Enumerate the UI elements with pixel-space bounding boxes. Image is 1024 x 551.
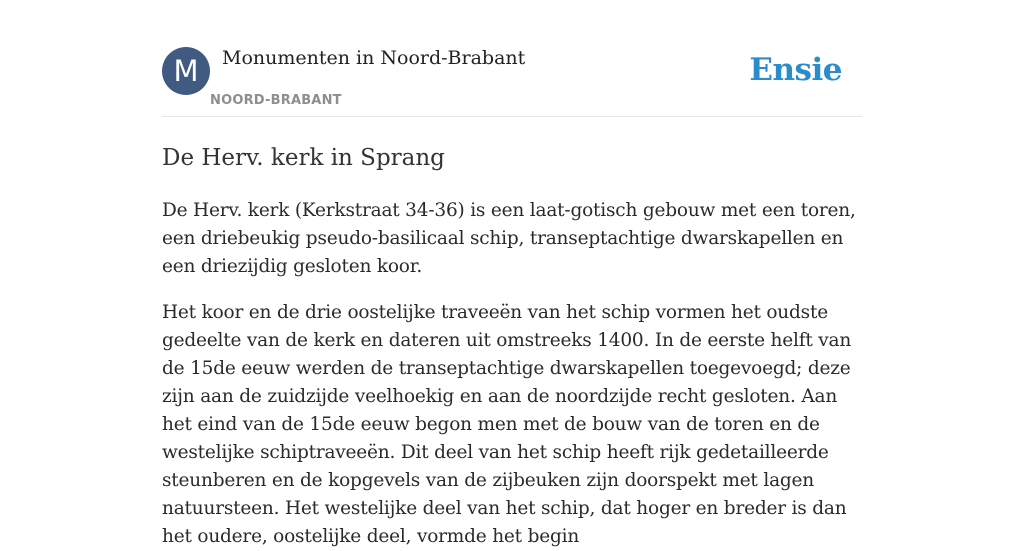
avatar[interactable]: M — [162, 47, 210, 95]
header — [162, 0, 862, 117]
brand-logo[interactable]: Ensie — [749, 52, 842, 88]
article-paragraph: De Herv. kerk (Kerkstraat 34-36) is een laat-gotisch gebouw met een toren, een driebeukig pseudo-basilicaal schip, transeptachtige dwarskapellen en een driezijdig gesloten koor. — [162, 200, 856, 277]
category-link[interactable]: NOORD-BRABANT — [210, 93, 342, 108]
page — [162, 0, 862, 551]
article-paragraph: Het koor en de drie oostelijke traveeën van het schip vormen het oudste gedeelte van de kerk en dateren uit omstreeks 1400. In de eerste helft van de 15de eeuw werden de transeptachtige dwarskapellen toegevoegd; deze zijn aan de zuidzijde veelhoekig en aan de noordzijde recht gesloten. Aan het eind van de 15de eeuw begon men met de bouw van de toren en de westelijke schiptraveeën. Dit deel van het schip heeft rijk gedetailleerde steunberen en de kopgevels van de zijbeuken zijn doorspekt met lagen natuursteen. Het westelijke deel van het schip, dat hoger en breder is dan het oudere, oostelijke deel, vormde het begin — [162, 302, 852, 547]
collection-title-link[interactable]: Monumenten in Noord-Brabant — [222, 47, 526, 69]
article-title: De Herv. kerk in Sprang — [162, 145, 445, 171]
